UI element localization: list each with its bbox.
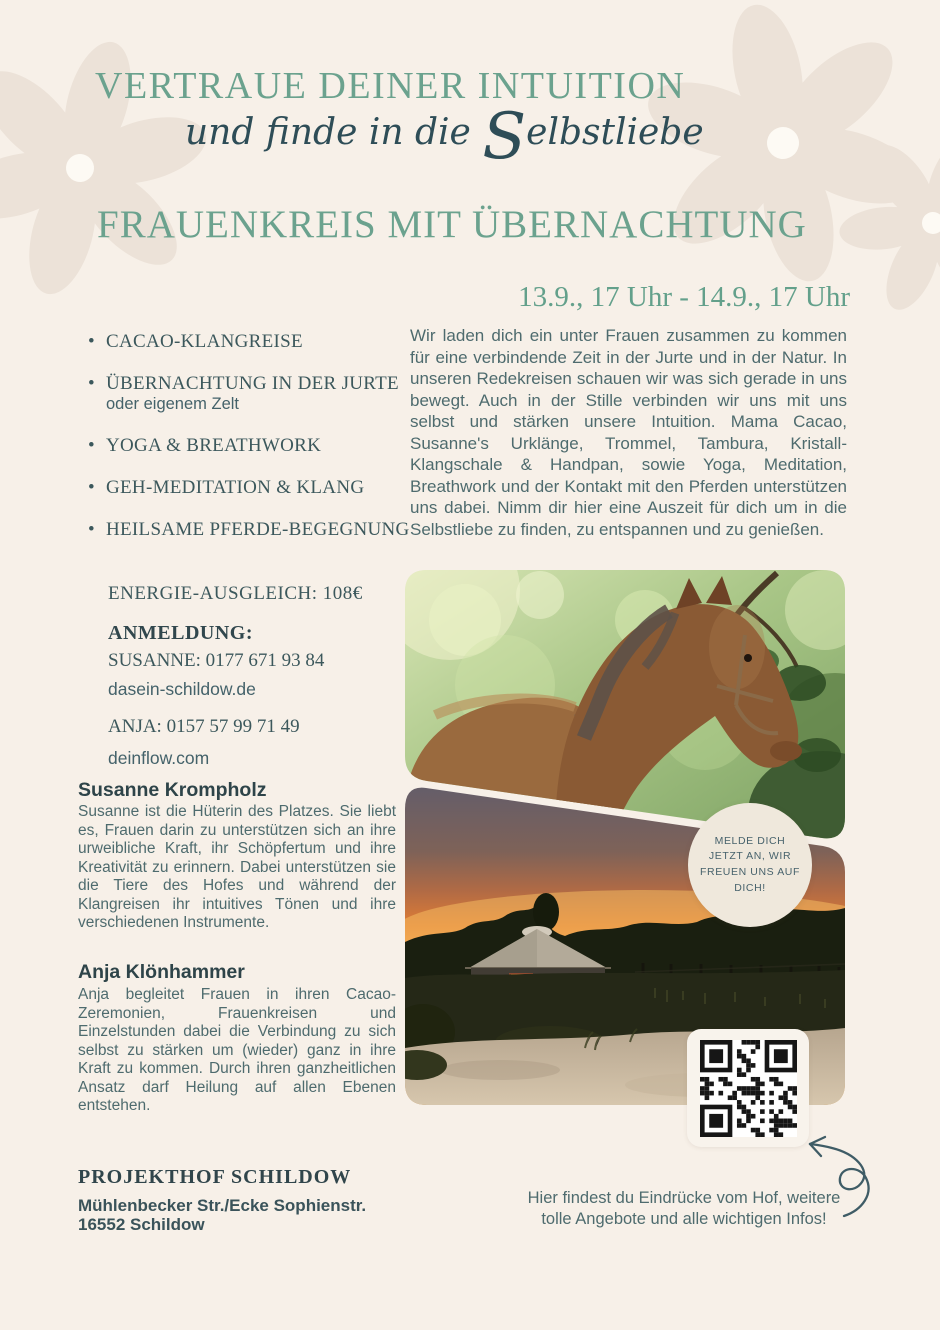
- highlight-item: [88, 519, 418, 540]
- venue-address-line2: 16552 Schildow: [78, 1215, 205, 1234]
- highlight-item: [88, 373, 418, 414]
- phone-anja[interactable]: ANJA: 0157 57 99 71 49: [108, 716, 300, 737]
- highlight-item: [88, 435, 418, 456]
- highlight-sub: oder eigenem Zelt: [106, 395, 239, 413]
- bullet-icon: •: [88, 331, 95, 352]
- highlight-item: [88, 331, 418, 352]
- script-rest: elbstliebe: [526, 112, 704, 153]
- script-prefix: und finde in die: [185, 112, 483, 153]
- qr-note: [500, 1188, 868, 1230]
- energy-exchange-price: ENERGIE-AUSGLEICH: 108€: [108, 583, 363, 604]
- bullet-icon: •: [88, 519, 95, 540]
- headline-secondary: FRAUENKREIS MIT ÜBERNACHTUNG: [97, 203, 807, 246]
- intro-paragraph: Wir laden dich ein unter Frauen zusammen zu kommen für eine verbindende Zeit in der Jurte und in der Natur. In unseren Redekreisen schauen wir was sich gerade in uns bewegt. Auch in der Stille verbinden wir uns mit uns selbst und stärken unsere Intuition. Mama Cacao, Susanne's Urklänge, Trommel, Tambura, Kristall-Klangschale & Handpan, sowie Yoga, Meditation, Breathwork und der Kontakt mit den Pferden unterstützen uns dabei. Nimm dir hier eine Auszeit für dich um in die Selbstliebe zu finden, zu entspannen und zu genießen.: [410, 326, 847, 539]
- badge-text: MELDE DICH JETZT AN, WIR FREUEN UNS AUF DICH!: [700, 834, 800, 894]
- qr-card: [687, 1029, 809, 1147]
- registration-heading: ANMELDUNG:: [108, 622, 253, 644]
- facilitator-susanne-bio: Susanne ist die Hüterin des Platzes. Sie liebt es, Frauen darin zu unterstützen sich an ihre urweibliche Kraft, ihr Schöpfertum und ihre Kreativität zu erinnern. Dabei unterstützen sie die Tiere des Hofes und während der Klangreisen ihr intuitives Tönen und ihre verschiedenen Instrumente.: [78, 803, 396, 931]
- headline-primary: VERTRAUE DEINER INTUITION: [95, 65, 686, 107]
- highlight-label: HEILSAME PFERDE-BEGEGNUNG: [106, 519, 410, 540]
- highlight-label: GEH-MEDITATION & KLANG: [106, 477, 365, 498]
- venue-name: PROJEKTHOF SCHILDOW: [78, 1166, 352, 1188]
- venue-address-line1: Mühlenbecker Str./Ecke Sophienstr.: [78, 1196, 367, 1215]
- flower-decoration-icon: [0, 18, 230, 318]
- highlight-item: [88, 477, 418, 498]
- script-initial: S: [482, 100, 527, 174]
- registration-badge: [688, 803, 812, 927]
- highlight-label: ÜBERNACHTUNG IN DER JURTE: [106, 373, 399, 394]
- headline-script: [185, 100, 704, 174]
- website-anja[interactable]: deinflow.com: [108, 748, 210, 768]
- bullet-icon: •: [88, 435, 95, 456]
- highlight-label: CACAO-KLANGREISE: [106, 331, 303, 352]
- flower-decoration-icon: [838, 128, 940, 318]
- bullet-icon: •: [88, 373, 95, 394]
- bullet-icon: •: [88, 477, 95, 498]
- facilitator-susanne-name: Susanne Krompholz: [78, 779, 267, 801]
- highlights-list: [88, 331, 418, 561]
- qr-note-line1: Hier findest du Eindrücke vom Hof, weitere: [527, 1189, 841, 1207]
- facilitator-anja-name: Anja Klönhammer: [78, 961, 245, 983]
- facilitator-anja-bio: Anja begleitet Frauen in ihren Cacao-Zeremonien, Frauenkreisen und Einzelstunden dabei die Verbindung zu sich selbst zu stärken um (wieder) ganz in ihre Kraft zu kommen. Durch ihren ganzheitlichen Ansatz darf Heilung auf allen Ebenen entstehen.: [78, 986, 396, 1114]
- highlight-label: YOGA & BREATHWORK: [106, 435, 322, 456]
- qr-code[interactable]: [700, 1040, 797, 1137]
- website-susanne[interactable]: dasein-schildow.de: [108, 679, 256, 699]
- phone-susanne[interactable]: SUSANNE: 0177 671 93 84: [108, 650, 325, 671]
- event-date: 13.9., 17 Uhr - 14.9., 17 Uhr: [518, 281, 850, 313]
- qr-note-line2: tolle Angebote und alle wichtigen Infos!: [541, 1210, 827, 1228]
